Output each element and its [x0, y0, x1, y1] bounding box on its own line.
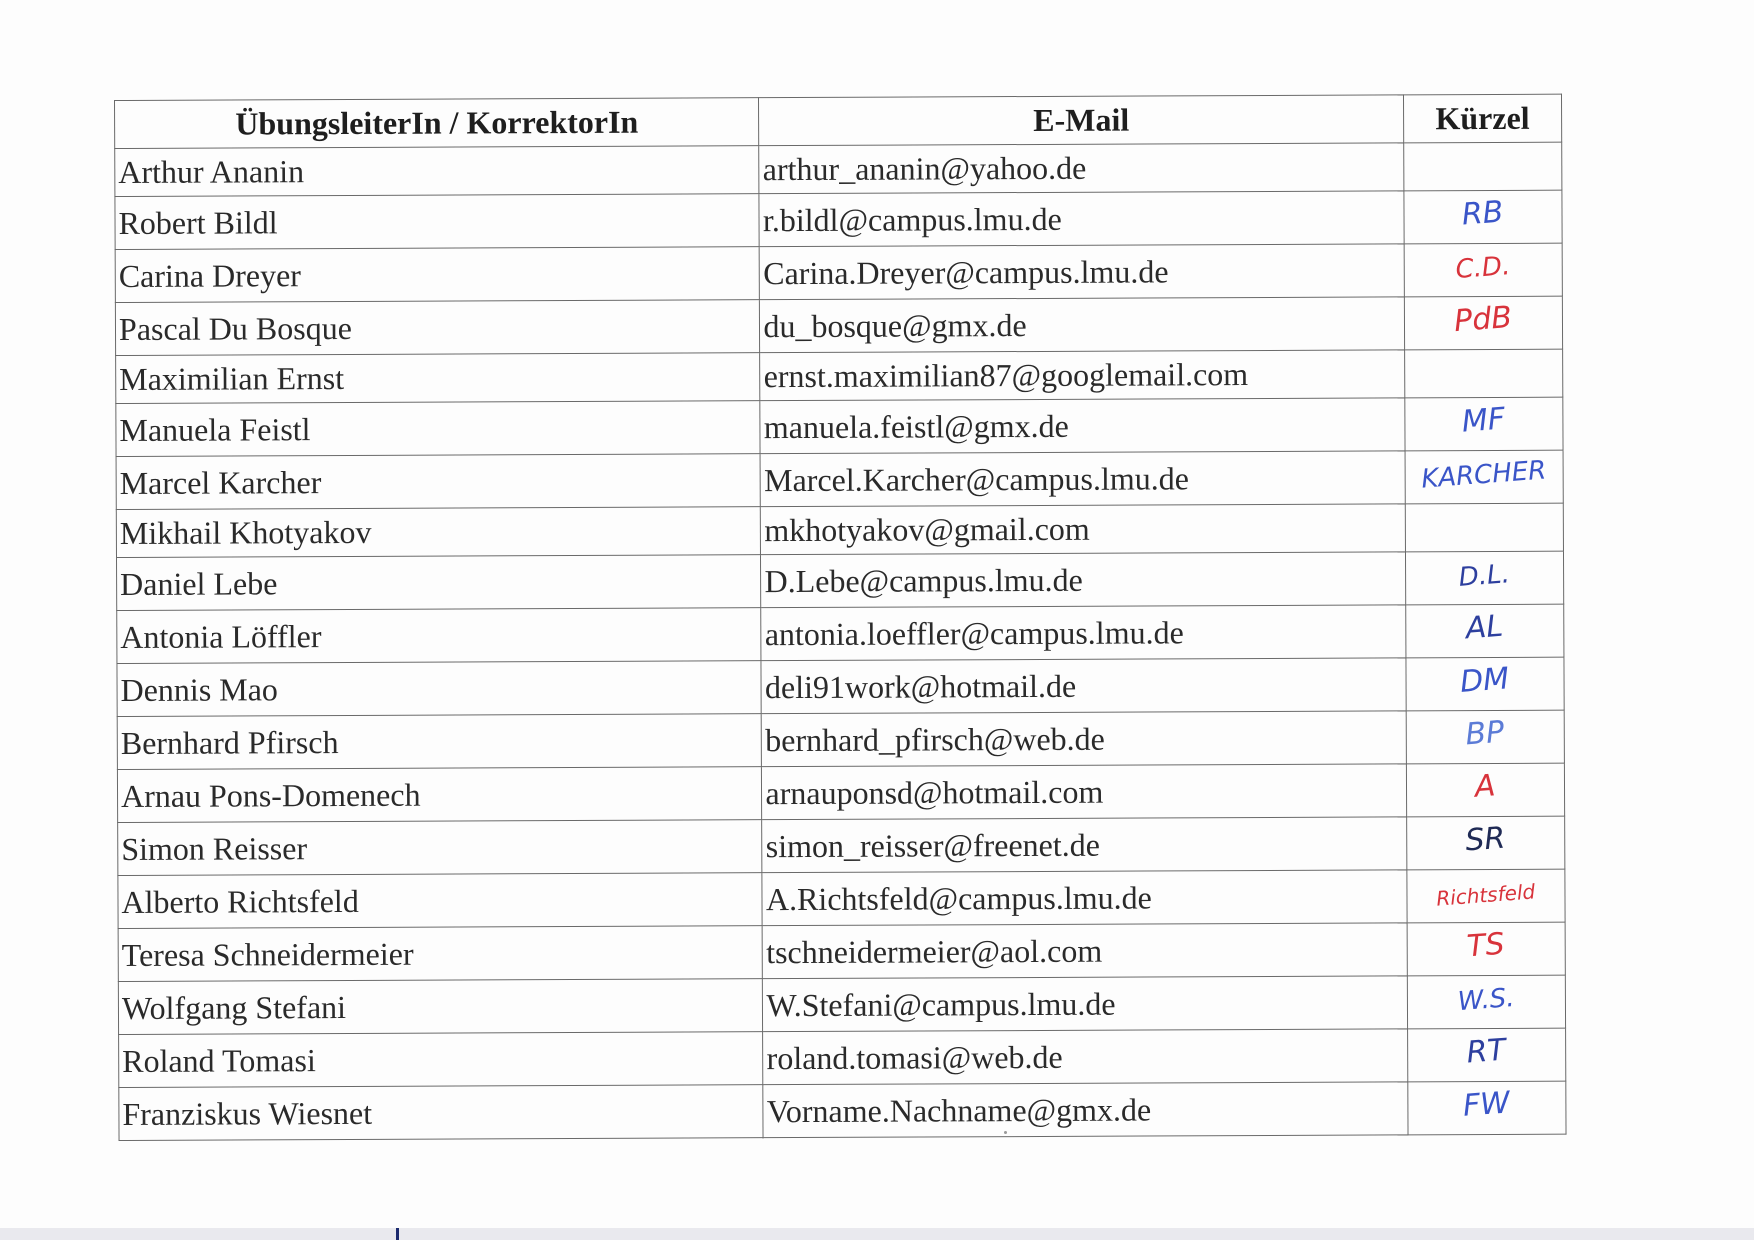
- row-email: manuela.feistl@gmx.de: [760, 398, 1405, 454]
- scanner-edge-mark: [396, 1228, 399, 1240]
- row-email: Marcel.Karcher@campus.lmu.de: [760, 451, 1405, 507]
- signature-drawing: [1421, 870, 1551, 915]
- signature-text: A: [1473, 768, 1498, 805]
- handwritten-initials: [1421, 870, 1551, 915]
- row-email: roland.tomasi@web.de: [763, 1029, 1408, 1085]
- row-name: Marcel Karcher: [116, 454, 761, 510]
- signature-drawing: [1421, 817, 1551, 862]
- row-email: Vorname.Nachname@gmx.de: [763, 1082, 1408, 1138]
- signature-text: RB: [1461, 194, 1505, 233]
- signature-text: W.S.: [1457, 982, 1516, 1018]
- handwritten-initials: [1420, 605, 1550, 650]
- signature-text: PdB: [1453, 299, 1514, 340]
- signature-drawing: [1420, 658, 1550, 703]
- row-name: Antonia Löffler: [117, 608, 762, 664]
- row-email: tschneidermeier@aol.com: [763, 923, 1408, 979]
- row-signature-cell: [1405, 397, 1563, 451]
- row-name: Franziskus Wiesnet: [119, 1085, 764, 1141]
- table-row: [116, 397, 1563, 456]
- row-email: simon_reisser@freenet.de: [762, 817, 1407, 873]
- row-signature-cell: [1406, 604, 1564, 658]
- row-email: mkhotyakov@gmail.com: [761, 504, 1406, 555]
- signature-text: MF: [1461, 401, 1507, 440]
- scanner-edge: [0, 1228, 1754, 1240]
- row-name: Dennis Mao: [117, 661, 762, 717]
- handwritten-initials: [1421, 817, 1551, 862]
- table-row: [115, 142, 1562, 196]
- row-name: Arthur Ananin: [115, 146, 760, 197]
- table-row: [115, 296, 1562, 355]
- table-row: [117, 657, 1564, 716]
- table-row: [117, 604, 1564, 663]
- signature-text: TS: [1466, 926, 1507, 965]
- header-email: E-Mail: [759, 95, 1404, 146]
- signature-text: SR: [1464, 820, 1507, 859]
- signature-drawing: [1420, 711, 1550, 756]
- signature-drawing: [1420, 764, 1550, 809]
- row-signature-cell: [1407, 1028, 1565, 1082]
- row-signature-cell: [1406, 763, 1564, 817]
- table-row: [116, 349, 1563, 403]
- row-name: Simon Reisser: [118, 820, 763, 876]
- handwritten-initials: [1421, 976, 1551, 1021]
- row-email: arnauponsd@hotmail.com: [762, 764, 1407, 820]
- signature-text: KARCHER: [1420, 455, 1548, 495]
- signature-drawing: [1421, 976, 1551, 1021]
- signature-drawing: [1419, 398, 1549, 443]
- handwritten-initials: [1419, 451, 1549, 496]
- row-email: arthur_ananin@yahoo.de: [759, 143, 1404, 194]
- row-name: Pascal Du Bosque: [115, 300, 760, 356]
- signature-text: RT: [1465, 1032, 1508, 1071]
- table-row: [118, 869, 1565, 928]
- row-signature-cell: [1407, 975, 1565, 1029]
- signature-text: C.D.: [1454, 251, 1512, 286]
- row-signature-cell: [1405, 551, 1563, 605]
- row-name: Robert Bildl: [115, 194, 760, 250]
- row-name: Alberto Richtsfeld: [118, 873, 763, 929]
- table-row: [118, 816, 1565, 875]
- row-name: Mikhail Khotyakov: [116, 507, 761, 558]
- table-row: [115, 243, 1562, 302]
- signature-drawing: [1418, 244, 1548, 289]
- table-row: [117, 763, 1564, 822]
- handwritten-initials: [1420, 711, 1550, 756]
- row-email: D.Lebe@campus.lmu.de: [761, 552, 1406, 608]
- table-row: [118, 975, 1565, 1034]
- row-signature-cell: [1404, 190, 1562, 244]
- row-signature-cell: [1408, 1081, 1566, 1135]
- table-row: [119, 1028, 1566, 1087]
- row-name: Roland Tomasi: [119, 1032, 764, 1088]
- signature-drawing: [1419, 552, 1549, 597]
- row-signature-cell: [1405, 503, 1563, 552]
- header-row: [115, 94, 1562, 148]
- row-signature-cell: [1407, 922, 1565, 976]
- row-name: Wolfgang Stefani: [118, 979, 763, 1035]
- signature-drawing: [1421, 923, 1551, 968]
- signature-drawing: [1420, 605, 1550, 650]
- row-name: Daniel Lebe: [116, 555, 761, 611]
- row-signature-cell: [1407, 869, 1565, 923]
- signature-drawing: [1418, 191, 1548, 236]
- table-row: [118, 922, 1565, 981]
- handwritten-initials: [1421, 923, 1551, 968]
- row-signature-cell: [1406, 657, 1564, 711]
- row-signature-cell: [1404, 349, 1562, 398]
- row-email: antonia.loeffler@campus.lmu.de: [761, 605, 1406, 661]
- row-email: Carina.Dreyer@campus.lmu.de: [760, 244, 1405, 300]
- row-email: W.Stefani@campus.lmu.de: [763, 976, 1408, 1032]
- row-signature-cell: [1406, 710, 1564, 764]
- signature-text: Richtsfeld: [1435, 879, 1537, 911]
- signature-drawing: [1419, 451, 1549, 496]
- table-row: [116, 450, 1563, 509]
- row-name: Maximilian Ernst: [116, 353, 761, 404]
- signature-text: AL: [1464, 608, 1505, 647]
- row-name: Arnau Pons-Domenech: [117, 767, 762, 823]
- handwritten-initials: [1419, 398, 1549, 443]
- signature-text: BP: [1464, 714, 1506, 753]
- header-name: ÜbungsleiterIn / KorrektorIn: [115, 98, 760, 149]
- row-email: deli91work@hotmail.de: [761, 658, 1406, 714]
- row-name: Carina Dreyer: [115, 247, 760, 303]
- handwritten-initials: [1422, 1082, 1552, 1127]
- roster-body: [115, 142, 1566, 1140]
- handwritten-initials: [1418, 297, 1548, 342]
- table-row: [117, 710, 1564, 769]
- table-row: [115, 190, 1562, 249]
- row-name: Manuela Feistl: [116, 401, 761, 457]
- row-name: Bernhard Pfirsch: [117, 714, 762, 770]
- row-name: Teresa Schneidermeier: [118, 926, 763, 982]
- header-short: Kürzel: [1403, 94, 1561, 143]
- handwritten-initials: [1418, 191, 1548, 236]
- table-row: [119, 1081, 1566, 1140]
- row-signature-cell: [1407, 816, 1565, 870]
- signature-text: D.L.: [1458, 559, 1512, 593]
- row-email: A.Richtsfeld@campus.lmu.de: [762, 870, 1407, 926]
- tutor-roster-table: [114, 94, 1567, 1141]
- handwritten-initials: [1420, 658, 1550, 703]
- handwritten-initials: [1418, 244, 1548, 289]
- row-signature-cell: [1404, 142, 1562, 191]
- row-email: du_bosque@gmx.de: [760, 297, 1405, 353]
- table-row: [116, 551, 1563, 610]
- signature-text: DM: [1459, 661, 1511, 700]
- row-email: r.bildl@campus.lmu.de: [759, 191, 1404, 247]
- signature-drawing: [1422, 1029, 1552, 1074]
- row-email: ernst.maximilian87@googlemail.com: [760, 350, 1405, 401]
- signature-drawing: [1422, 1082, 1552, 1127]
- row-signature-cell: [1405, 450, 1563, 504]
- scan-speck: [1004, 1131, 1007, 1134]
- handwritten-initials: [1420, 764, 1550, 809]
- signature-text: FW: [1462, 1085, 1512, 1124]
- table-row: [116, 503, 1563, 557]
- handwritten-initials: [1419, 552, 1549, 597]
- signature-drawing: [1418, 297, 1548, 342]
- row-email: bernhard_pfirsch@web.de: [762, 711, 1407, 767]
- row-signature-cell: [1404, 296, 1562, 350]
- handwritten-initials: [1422, 1029, 1552, 1074]
- row-signature-cell: [1404, 243, 1562, 297]
